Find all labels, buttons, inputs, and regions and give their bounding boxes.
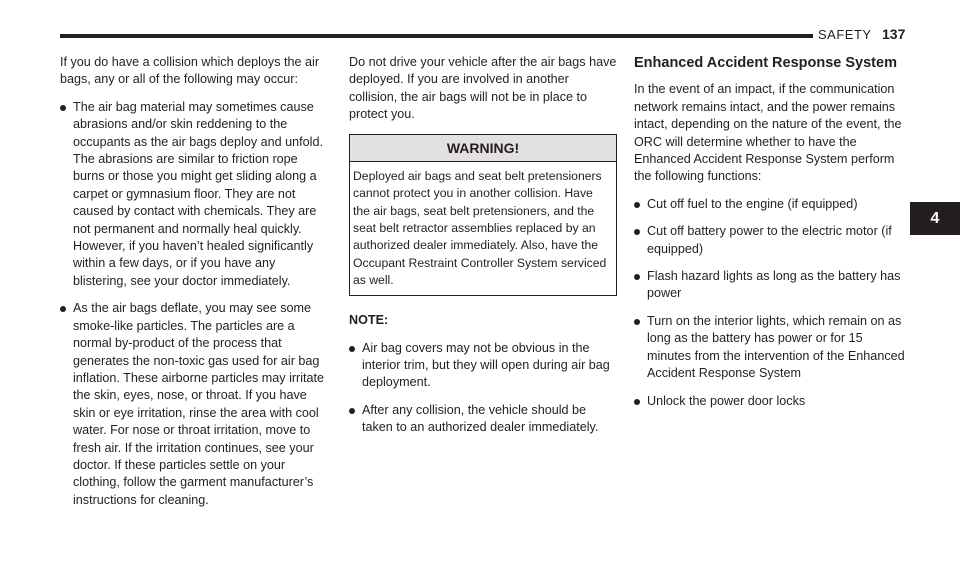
list-item-text: After any collision, the vehicle should be taken to an authorized dealer immediately. — [362, 402, 599, 435]
bullet-icon — [60, 306, 66, 312]
list-item — [60, 300, 330, 509]
bullet-icon — [634, 229, 640, 235]
list-item-text: Cut off battery power to the electric motor (if equipped) — [647, 224, 892, 256]
list-item-text: As the air bags deflate, you may see some smoke-like particles. The particles are a normal by-product of the process that generates the non-toxic gas used for air bag inflation. These airborne particles may irritate the skin, eyes, nose, or throat. If you have skin or eye irritation, rinse the area with cool water. For nose or throat irritation, move to fresh air. If the irritation continues, see your doctor. If these particles settle on your clothing, follow the garment manufacturer’s instructions for cleaning. — [73, 301, 325, 507]
note-list — [349, 340, 617, 437]
header-rule — [60, 34, 813, 38]
list-item — [60, 99, 330, 290]
list-item — [349, 402, 617, 437]
bullet-icon — [349, 346, 355, 352]
page-number: 137 — [882, 26, 906, 42]
bullet-icon — [634, 202, 640, 208]
intro-paragraph: In the event of an impact, if the communication network remains intact, and the power remains intact, depending on the nature of the event, the ORC will determine whether to have the Enhanced Accident Response System perform the following functions: — [634, 82, 902, 184]
list-item-text: Air bag covers may not be obvious in the interior trim, but they will open during air bag deployment. — [362, 340, 610, 390]
list-item — [634, 268, 906, 303]
bullet-icon — [349, 408, 355, 414]
list-item — [634, 196, 906, 213]
intro-paragraph: If you do have a collision which deploys the air bags, any or all of the following may occur: — [60, 55, 320, 87]
warning-title: WARNING! — [350, 135, 616, 162]
list-item-text: Turn on the interior lights, which remain on as long as the battery has power or for 15 minutes from the intervention of the Enhanced Accident Response System — [647, 313, 905, 381]
bullet-icon — [634, 274, 640, 280]
column-right — [634, 54, 906, 420]
column-middle — [349, 54, 617, 447]
list-item-text: Flash hazard lights as long as the battery has power — [647, 269, 901, 301]
list-item — [634, 313, 906, 383]
chapter-tab: 4 — [910, 202, 960, 235]
bullet-icon — [60, 105, 66, 111]
list-item — [634, 223, 906, 258]
list-item — [634, 393, 906, 410]
section-heading: Enhanced Accident Response System — [634, 55, 897, 71]
bullet-icon — [634, 319, 640, 325]
warning-body: Deployed air bags and seat belt pretensioners cannot protect you in another collision. Have the air bags, seat belt pretensioners, and the seat belt retractor assemblies replaced by an authorized dealer immediately. Also, have the Occupant Restraint Controller System serviced as well. — [353, 169, 607, 287]
response-functions-list — [634, 196, 906, 410]
running-header-section: SAFETY — [818, 27, 872, 42]
collision-effects-list — [60, 99, 330, 509]
bullet-icon — [634, 399, 640, 405]
note-title: NOTE: — [349, 313, 389, 328]
warning-box — [349, 134, 617, 296]
list-item — [349, 340, 617, 392]
column-left — [60, 54, 330, 519]
intro-paragraph: Do not drive your vehicle after the air bags have deployed. If you are involved in another collision, the air bags will not be in place to protect you. — [349, 55, 617, 122]
list-item-text: The air bag material may sometimes cause abrasions and/or skin reddening to the occupants as the air bags deploy and unfold. The abrasions are similar to friction rope burns or those you might get sliding along a carpet or gymnasium floor. They are not caused by contact with chemicals. They are not permanent and normally heal quickly. However, if you haven’t healed significantly within a few days, or if you have any blistering, see your doctor immediately. — [73, 99, 323, 288]
list-item-text: Cut off fuel to the engine (if equipped) — [647, 196, 858, 211]
list-item-text: Unlock the power door locks — [647, 393, 806, 408]
